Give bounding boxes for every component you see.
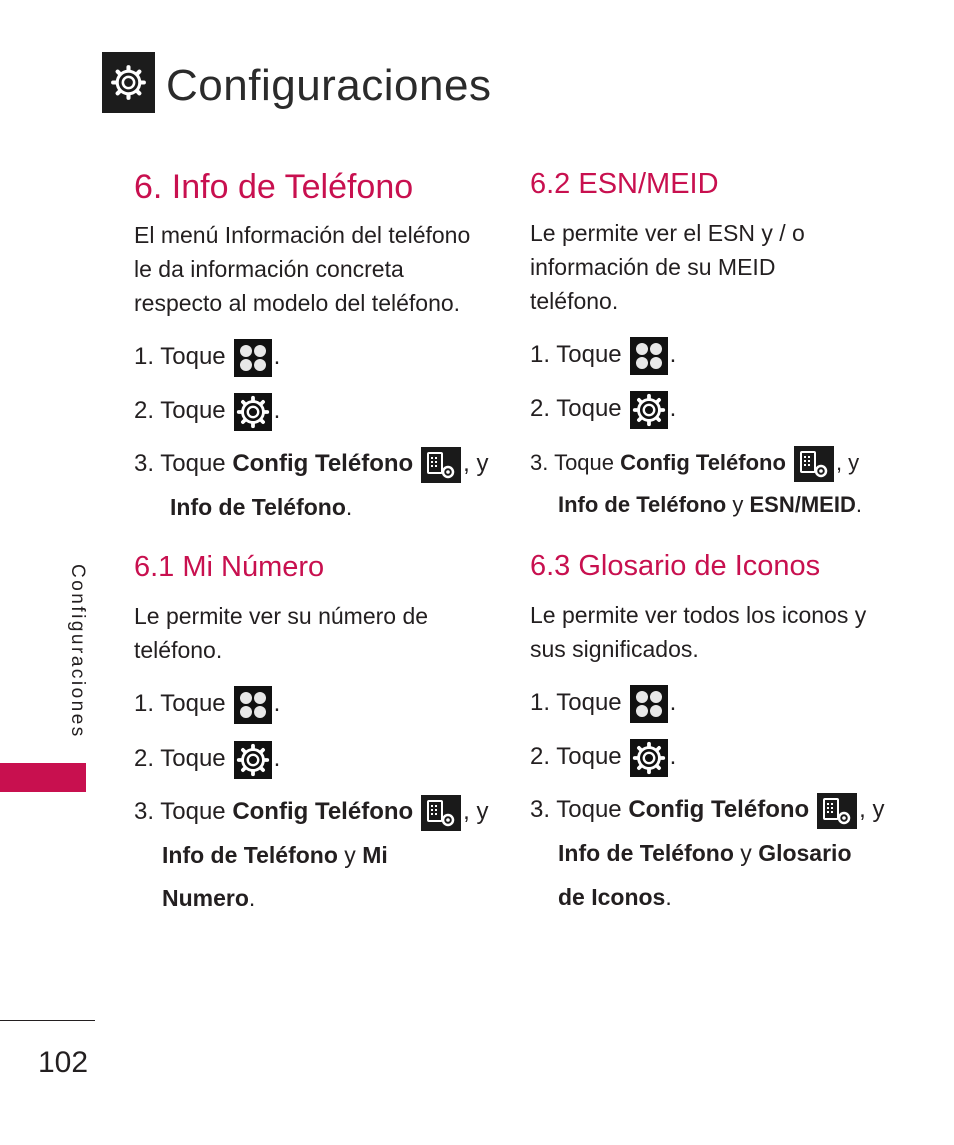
- settings-gear-icon: [630, 739, 668, 777]
- side-tab-label: Configuraciones: [67, 564, 88, 739]
- para-line: Le permite ver su número de: [134, 603, 429, 629]
- step-3: 3. Toque Config Teléfono , y: [530, 790, 885, 830]
- step-3-continuation-2: Numero.: [162, 885, 256, 911]
- section-6-description: [134, 218, 470, 320]
- step-3-continuation: Info de Teléfono.: [170, 494, 353, 520]
- section-6-3-description: [530, 598, 866, 666]
- section-6-heading: 6. Info de Teléfono: [134, 168, 414, 206]
- para-line: Le permite ver todos los iconos y: [530, 602, 867, 628]
- section-6-1-heading: 6.1 Mi Número: [134, 551, 325, 583]
- page-title: Configuraciones: [166, 61, 492, 110]
- para-line: sus significados.: [530, 636, 699, 662]
- apps-grid-icon: [234, 339, 272, 377]
- para-line: información de su MEID: [530, 254, 776, 280]
- settings-gear-icon: [234, 741, 272, 779]
- header-gear-icon: [102, 52, 155, 113]
- para-line: le da información concreta: [134, 256, 404, 282]
- phone-settings-icon: [794, 446, 834, 482]
- step-2: 2. Toque .: [530, 737, 676, 777]
- step-3: 3. Toque Config Teléfono , y: [134, 792, 489, 832]
- step-1: 1. Toque .: [134, 337, 280, 377]
- step-3-continuation: Info de Teléfono y Glosario: [558, 840, 852, 866]
- side-tab-marker: [0, 763, 86, 792]
- phone-settings-icon: [421, 447, 461, 483]
- step-2: 2. Toque .: [134, 739, 280, 779]
- para-line: respecto al modelo del teléfono.: [134, 290, 461, 316]
- phone-settings-icon: [817, 793, 857, 829]
- section-6-2-heading: 6.2 ESN/MEID: [530, 168, 719, 200]
- apps-grid-icon: [630, 685, 668, 723]
- settings-gear-icon: [234, 393, 272, 431]
- step-3-continuation: Info de Teléfono y ESN/MEID.: [558, 492, 862, 517]
- step-3: 3. Toque Config Teléfono , y: [134, 444, 489, 484]
- phone-settings-icon: [421, 795, 461, 831]
- step-2: 2. Toque .: [134, 391, 280, 431]
- step-1: 1. Toque .: [530, 335, 676, 375]
- step-3-continuation: Info de Teléfono y Mi: [162, 842, 388, 868]
- step-3-continuation-2: de Iconos.: [558, 884, 672, 910]
- step-2: 2. Toque .: [530, 389, 676, 429]
- step-3: 3. Toque Config Teléfono , y: [530, 443, 859, 483]
- para-line: Le permite ver el ESN y / o: [530, 220, 805, 246]
- section-6-2-description: [530, 216, 805, 318]
- page-number: 102: [38, 1046, 89, 1079]
- settings-gear-icon: [630, 391, 668, 429]
- para-line: teléfono.: [530, 288, 619, 314]
- section-6-3-heading: 6.3 Glosario de Iconos: [530, 550, 821, 582]
- apps-grid-icon: [630, 337, 668, 375]
- section-6-1-description: [134, 599, 428, 667]
- footer-rule: [0, 1020, 95, 1021]
- para-line: teléfono.: [134, 637, 223, 663]
- step-1: 1. Toque .: [134, 684, 280, 724]
- step-1: 1. Toque .: [530, 683, 676, 723]
- para-line: El menú Información del teléfono: [134, 222, 471, 248]
- apps-grid-icon: [234, 686, 272, 724]
